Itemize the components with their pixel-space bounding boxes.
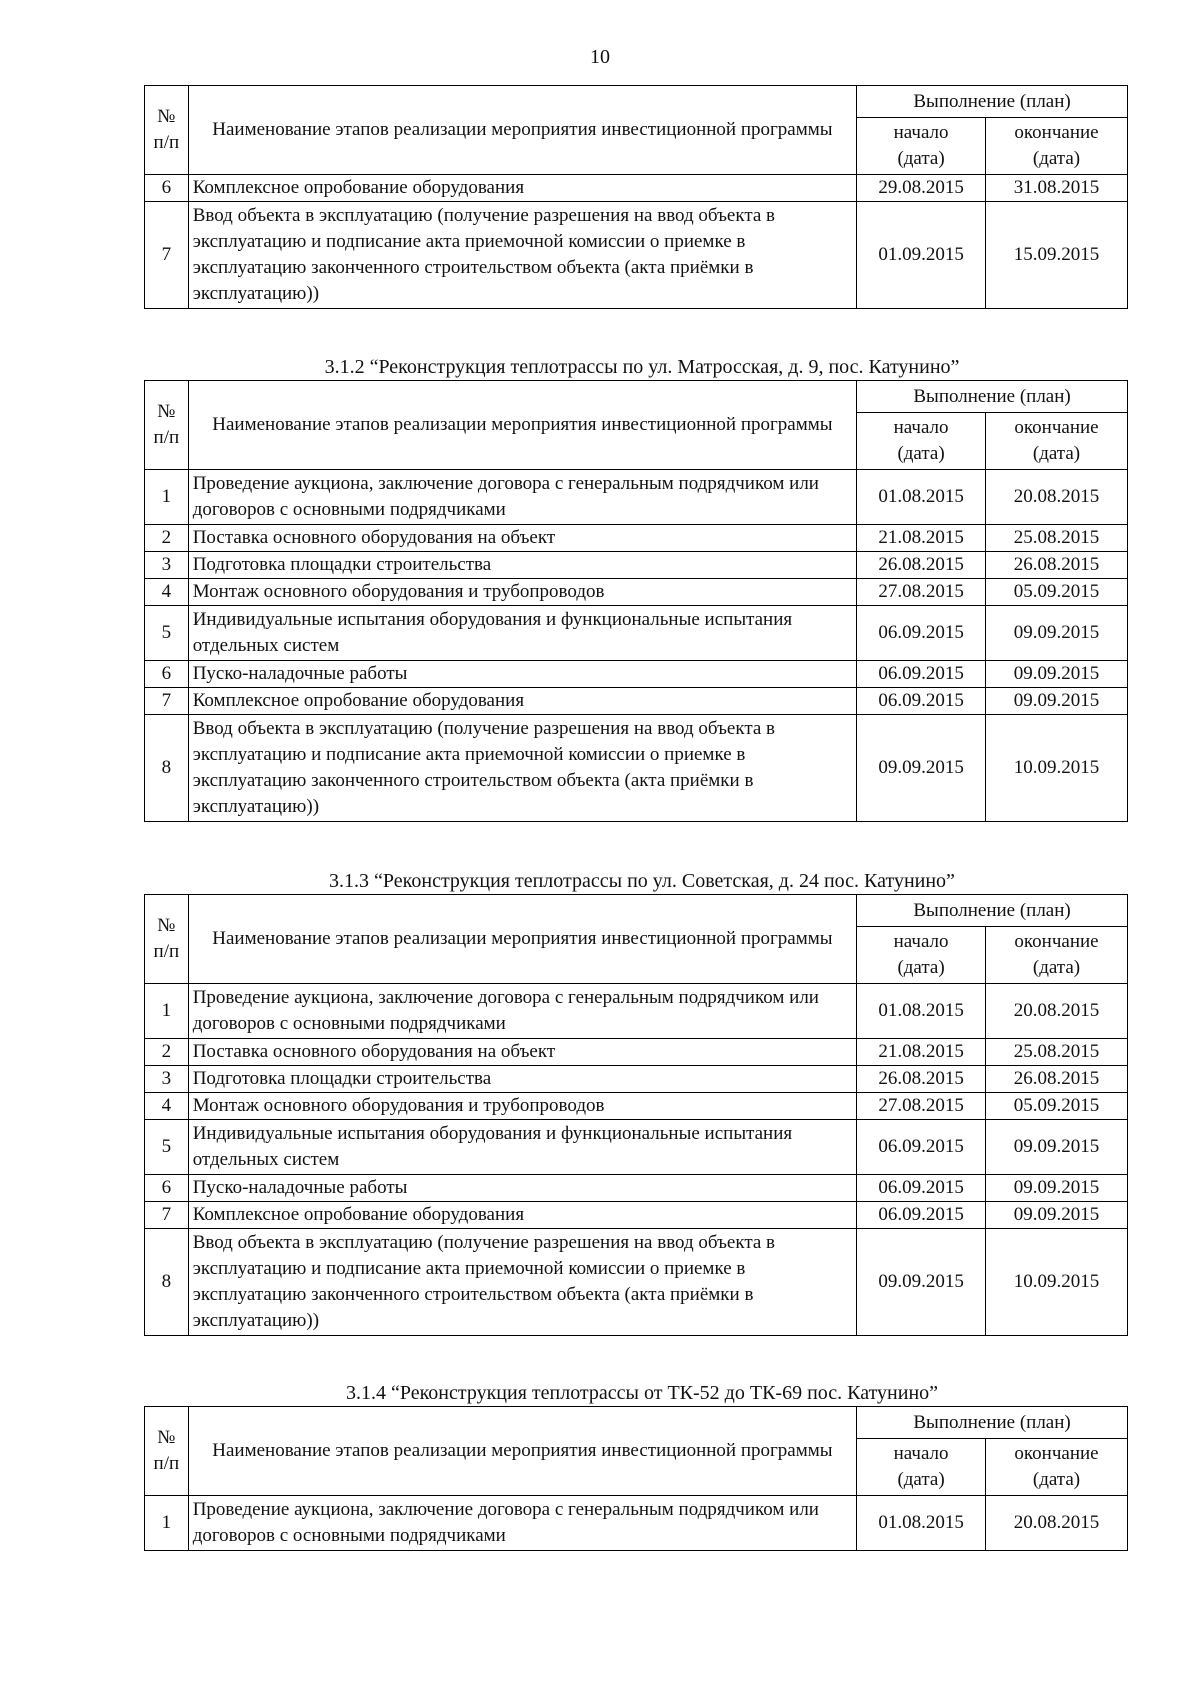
row-number: 3 xyxy=(145,1066,189,1093)
row-end-date: 20.08.2015 xyxy=(986,1496,1128,1551)
row-start-date: 29.08.2015 xyxy=(857,175,986,202)
row-end-date: 10.09.2015 xyxy=(986,1229,1128,1336)
table-row xyxy=(145,1039,1128,1066)
header-start-label: начало xyxy=(893,122,949,143)
header-end-sublabel: (дата) xyxy=(1032,443,1081,464)
row-start-date: 21.08.2015 xyxy=(857,525,986,552)
row-end-date: 26.08.2015 xyxy=(986,552,1128,579)
row-stage-name: Пуско-наладочные работы xyxy=(188,661,856,688)
header-number-sublabel: п/п xyxy=(153,132,180,153)
header-end-label: окончание xyxy=(1014,122,1099,143)
header-name-label: Наименование этапов реализации мероприятия инвестиционной программы xyxy=(212,1440,833,1461)
header-name-cell xyxy=(188,895,856,984)
row-end-date: 20.08.2015 xyxy=(986,470,1128,525)
row-number: 7 xyxy=(145,1202,189,1229)
header-execution-cell xyxy=(857,86,1128,118)
section-caption: 3.1.3 “Реконструкция теплотрассы по ул. Советская, д. 24 пос. Катунино” xyxy=(329,870,955,892)
row-stage-name: Ввод объекта в эксплуатацию (получение разрешения на ввод объекта в эксплуатацию и подписание акта приемочной комиссии о приемке в эксплуатацию законченного строительством объекта (акта приёмки в эксплуатацию)) xyxy=(188,715,856,822)
header-execution-label: Выполнение (план) xyxy=(913,385,1071,407)
header-name-label: Наименование этапов реализации мероприятия инвестиционной программы xyxy=(212,414,833,435)
row-number: 6 xyxy=(145,661,189,688)
header-number-cell xyxy=(145,86,189,175)
section-3-1-4 xyxy=(144,1380,1128,1551)
header-name-label: Наименование этапов реализации мероприятия инвестиционной программы xyxy=(212,119,833,140)
row-stage-name: Ввод объекта в эксплуатацию (получение разрешения на ввод объекта в эксплуатацию и подписание акта приемочной комиссии о приемке в эксплуатацию законченного строительством объекта (акта приёмки в эксплуатацию)) xyxy=(188,1229,856,1336)
table-row xyxy=(145,1496,1128,1551)
header-execution-cell xyxy=(857,895,1128,927)
section-3-1-3 xyxy=(144,868,1128,1336)
header-number-cell xyxy=(145,1407,189,1496)
header-end-cell xyxy=(986,927,1128,984)
row-number: 6 xyxy=(145,1175,189,1202)
row-stage-name: Пуско-наладочные работы xyxy=(188,1175,856,1202)
header-number-label: № xyxy=(157,1427,176,1448)
header-number-cell xyxy=(145,895,189,984)
row-start-date: 27.08.2015 xyxy=(857,579,986,606)
table-row xyxy=(145,579,1128,606)
header-start-label: начало xyxy=(893,931,949,952)
row-start-date: 01.08.2015 xyxy=(857,984,986,1039)
table-row xyxy=(145,1120,1128,1175)
row-stage-name: Проведение аукциона, заключение договора с генеральным подрядчиком или договоров с основными подрядчиками xyxy=(188,1496,856,1551)
row-number: 1 xyxy=(145,1496,189,1551)
table-row xyxy=(145,606,1128,661)
row-stage-name: Индивидуальные испытания оборудования и функциональные испытания отдельных систем xyxy=(188,606,856,661)
header-number-cell xyxy=(145,381,189,470)
row-start-date: 06.09.2015 xyxy=(857,688,986,715)
row-end-date: 31.08.2015 xyxy=(986,175,1128,202)
row-start-date: 21.08.2015 xyxy=(857,1039,986,1066)
table-row xyxy=(145,1202,1128,1229)
row-number: 8 xyxy=(145,1229,189,1336)
row-end-date: 05.09.2015 xyxy=(986,1093,1128,1120)
row-stage-name: Комплексное опробование оборудования xyxy=(188,175,856,202)
row-end-date: 09.09.2015 xyxy=(986,1120,1128,1175)
row-start-date: 01.08.2015 xyxy=(857,1496,986,1551)
row-number: 2 xyxy=(145,525,189,552)
stages-table xyxy=(144,380,1128,822)
row-end-date: 25.08.2015 xyxy=(986,1039,1128,1066)
row-number: 6 xyxy=(145,175,189,202)
row-number: 4 xyxy=(145,579,189,606)
row-number: 2 xyxy=(145,1039,189,1066)
row-number: 8 xyxy=(145,715,189,822)
row-start-date: 01.08.2015 xyxy=(857,470,986,525)
header-number-sublabel: п/п xyxy=(153,427,180,448)
row-stage-name: Комплексное опробование оборудования xyxy=(188,688,856,715)
table-row xyxy=(145,202,1128,309)
header-start-label: начало xyxy=(893,417,949,438)
header-end-cell xyxy=(986,413,1128,470)
row-number: 1 xyxy=(145,470,189,525)
header-execution-label: Выполнение (план) xyxy=(913,1411,1071,1433)
row-number: 7 xyxy=(145,202,189,309)
row-stage-name: Проведение аукциона, заключение договора с генеральным подрядчиком или договоров с основными подрядчиками xyxy=(188,984,856,1039)
row-stage-name: Монтаж основного оборудования и трубопроводов xyxy=(188,579,856,606)
row-start-date: 26.08.2015 xyxy=(857,552,986,579)
header-name-label: Наименование этапов реализации мероприятия инвестиционной программы xyxy=(212,928,833,949)
table-row xyxy=(145,1066,1128,1093)
header-start-sublabel: (дата) xyxy=(897,1469,945,1490)
header-end-label: окончание xyxy=(1014,1443,1099,1464)
header-end-sublabel: (дата) xyxy=(1032,148,1081,169)
header-execution-label: Выполнение (план) xyxy=(913,90,1071,112)
table-row xyxy=(145,552,1128,579)
stages-table xyxy=(144,894,1128,1336)
header-name-cell xyxy=(188,1407,856,1496)
header-start-sublabel: (дата) xyxy=(897,443,945,464)
row-start-date: 01.09.2015 xyxy=(857,202,986,309)
row-start-date: 09.09.2015 xyxy=(857,1229,986,1336)
table-row xyxy=(145,1175,1128,1202)
section-3-1-1-continued xyxy=(144,85,1128,309)
section-caption: 3.1.2 “Реконструкция теплотрассы по ул. Матросская, д. 9, пос. Катунино” xyxy=(324,356,960,378)
row-start-date: 06.09.2015 xyxy=(857,606,986,661)
header-end-cell xyxy=(986,1439,1128,1496)
header-name-cell xyxy=(188,381,856,470)
row-stage-name: Поставка основного оборудования на объект xyxy=(188,1039,856,1066)
row-end-date: 09.09.2015 xyxy=(986,688,1128,715)
header-end-sublabel: (дата) xyxy=(1032,957,1081,978)
row-number: 1 xyxy=(145,984,189,1039)
row-end-date: 10.09.2015 xyxy=(986,715,1128,822)
row-stage-name: Индивидуальные испытания оборудования и функциональные испытания отдельных систем xyxy=(188,1120,856,1175)
header-name-cell xyxy=(188,86,856,175)
row-stage-name: Монтаж основного оборудования и трубопроводов xyxy=(188,1093,856,1120)
row-start-date: 27.08.2015 xyxy=(857,1093,986,1120)
row-end-date: 25.08.2015 xyxy=(986,525,1128,552)
row-end-date: 09.09.2015 xyxy=(986,1202,1128,1229)
table-row xyxy=(145,525,1128,552)
row-stage-name: Подготовка площадки строительства xyxy=(188,552,856,579)
table-row xyxy=(145,1229,1128,1336)
table-row xyxy=(145,470,1128,525)
page-number: 10 xyxy=(590,46,610,68)
header-start-sublabel: (дата) xyxy=(897,957,945,978)
row-end-date: 20.08.2015 xyxy=(986,984,1128,1039)
row-start-date: 06.09.2015 xyxy=(857,1202,986,1229)
row-number: 5 xyxy=(145,606,189,661)
row-end-date: 09.09.2015 xyxy=(986,1175,1128,1202)
header-start-label: начало xyxy=(893,1443,949,1464)
row-start-date: 06.09.2015 xyxy=(857,1120,986,1175)
header-start-cell xyxy=(857,927,986,984)
row-start-date: 09.09.2015 xyxy=(857,715,986,822)
row-end-date: 05.09.2015 xyxy=(986,579,1128,606)
header-number-label: № xyxy=(157,401,176,422)
row-stage-name: Ввод объекта в эксплуатацию (получение разрешения на ввод объекта в эксплуатацию и подписание акта приемочной комиссии о приемке в эксплуатацию законченного строительством объекта (акта приёмки в эксплуатацию)) xyxy=(188,202,856,309)
header-number-label: № xyxy=(157,915,176,936)
header-end-label: окончание xyxy=(1014,931,1099,952)
table-row xyxy=(145,175,1128,202)
stages-table xyxy=(144,85,1128,309)
header-start-cell xyxy=(857,413,986,470)
header-number-sublabel: п/п xyxy=(153,941,180,962)
table-row xyxy=(145,1093,1128,1120)
header-end-cell xyxy=(986,118,1128,175)
row-start-date: 06.09.2015 xyxy=(857,661,986,688)
row-stage-name: Комплексное опробование оборудования xyxy=(188,1202,856,1229)
row-stage-name: Поставка основного оборудования на объект xyxy=(188,525,856,552)
row-end-date: 09.09.2015 xyxy=(986,606,1128,661)
row-number: 3 xyxy=(145,552,189,579)
row-end-date: 09.09.2015 xyxy=(986,661,1128,688)
header-start-cell xyxy=(857,118,986,175)
row-start-date: 26.08.2015 xyxy=(857,1066,986,1093)
row-number: 7 xyxy=(145,688,189,715)
header-end-sublabel: (дата) xyxy=(1032,1469,1081,1490)
table-row xyxy=(145,661,1128,688)
row-end-date: 26.08.2015 xyxy=(986,1066,1128,1093)
header-start-cell xyxy=(857,1439,986,1496)
header-end-label: окончание xyxy=(1014,417,1099,438)
header-start-sublabel: (дата) xyxy=(897,148,945,169)
header-execution-cell xyxy=(857,381,1128,413)
row-start-date: 06.09.2015 xyxy=(857,1175,986,1202)
header-number-sublabel: п/п xyxy=(153,1453,180,1474)
row-stage-name: Подготовка площадки строительства xyxy=(188,1066,856,1093)
stages-table xyxy=(144,1406,1128,1551)
section-caption: 3.1.4 “Реконструкция теплотрассы от ТК-52 до ТК-69 пос. Катунино” xyxy=(345,1382,939,1404)
table-row xyxy=(145,984,1128,1039)
row-end-date: 15.09.2015 xyxy=(986,202,1128,309)
table-row xyxy=(145,715,1128,822)
row-number: 4 xyxy=(145,1093,189,1120)
row-number: 5 xyxy=(145,1120,189,1175)
row-stage-name: Проведение аукциона, заключение договора с генеральным подрядчиком или договоров с основными подрядчиками xyxy=(188,470,856,525)
header-execution-label: Выполнение (план) xyxy=(913,899,1071,921)
table-row xyxy=(145,688,1128,715)
header-number-label: № xyxy=(157,106,176,127)
section-3-1-2 xyxy=(144,354,1128,822)
header-execution-cell xyxy=(857,1407,1128,1439)
